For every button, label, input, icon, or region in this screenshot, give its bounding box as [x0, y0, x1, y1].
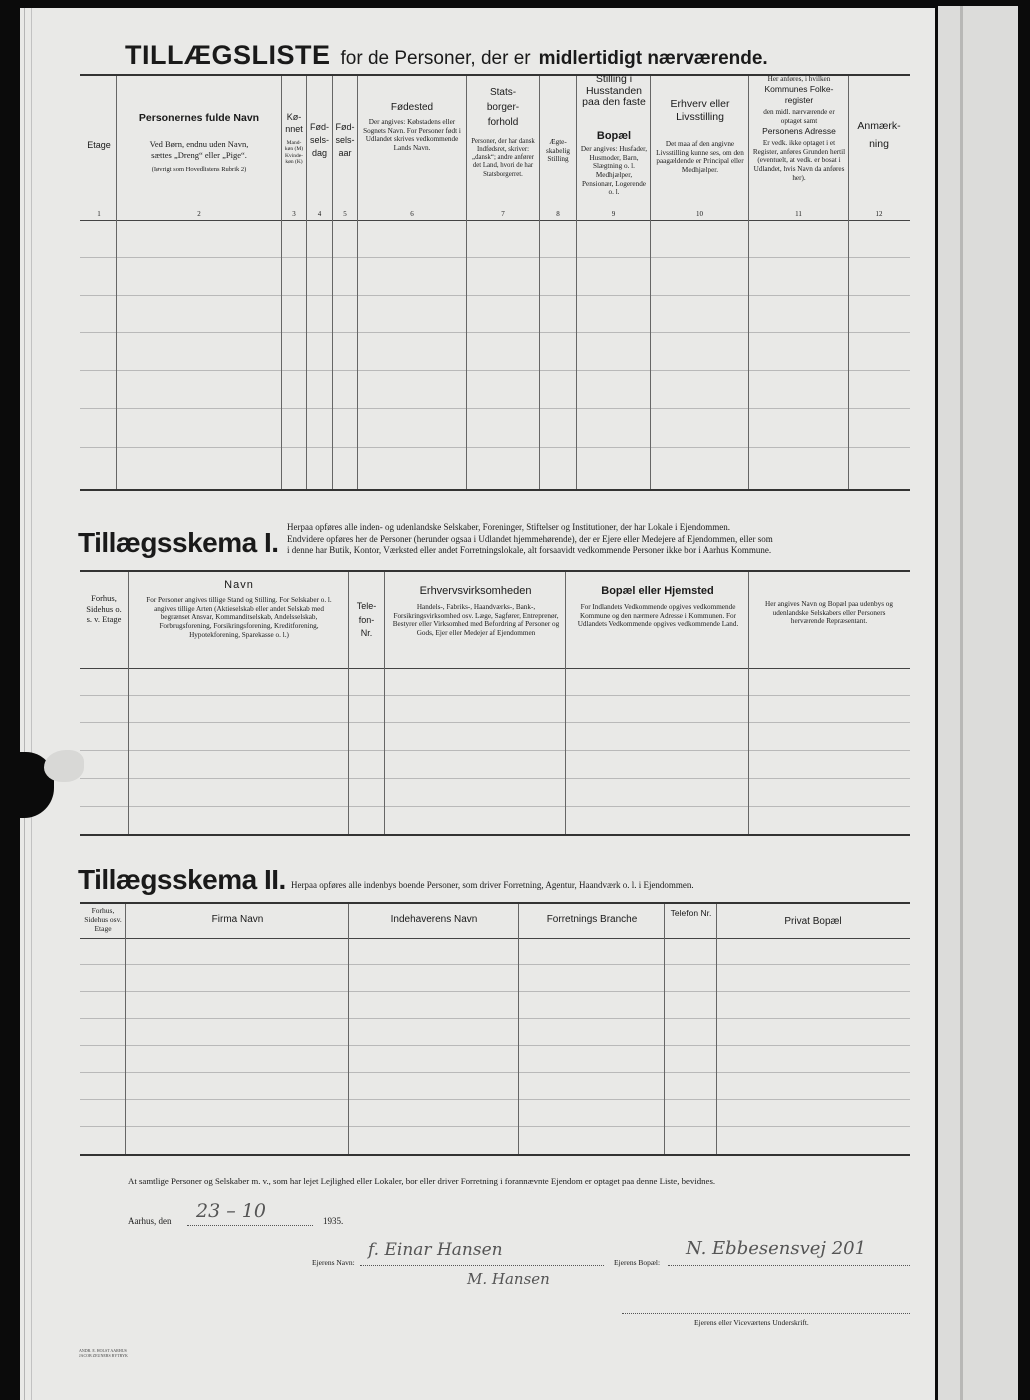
s2-rowline — [80, 991, 910, 992]
t1-col-number: 8 — [556, 210, 560, 218]
t1-rowline — [80, 257, 910, 258]
s1-description — [287, 522, 907, 557]
s2-bottom-rule — [80, 1154, 910, 1156]
t1-rowline — [80, 370, 910, 371]
form-title — [125, 40, 768, 71]
t1-head-fodested: Fødested — [390, 102, 434, 113]
t1-head-navn-sub1: Ved Børn, endnu uden Navn, — [149, 139, 249, 149]
s1-head-erhverv: Erhvervsvirksomheden — [419, 585, 532, 597]
s1-head-navn-sub: For Personer angives tillige Stand og Stilling. For Selskaber o. l. angives tillige Arten (Aktieselskab eller andet Selskab med begrænset Ansvar, Kommanditselskab, Andelsselskab, Forbrugsforening, Forsikringsforening, Kreditforening, Hypotekforening, Sparekasse o. l.) — [146, 596, 332, 639]
t1-head-anm2: ning — [869, 138, 889, 150]
t1-col-number: 1 — [97, 210, 101, 218]
footer-underskrift: Ejerens eller Viceværtens Underskrift. — [694, 1318, 809, 1327]
s2-rowline — [80, 1018, 910, 1019]
t1-head-kommune1: Her anføres, i hvilken — [767, 75, 831, 83]
ejer-navn-line — [360, 1265, 604, 1266]
t1-head-kon2: nnet — [285, 124, 303, 134]
s1-head-navn: Navn — [224, 579, 254, 591]
s2-rowline — [80, 1126, 910, 1127]
s1-bottom-rule — [80, 834, 910, 836]
s2-col-divider — [716, 904, 717, 1154]
s2-col-divider — [125, 904, 126, 1154]
footer-ejer-navn-label: Ejerens Navn: — [312, 1258, 355, 1267]
t1-head-kon-sub: Mand-køn (M) Kvinde-køn (K) — [284, 140, 304, 165]
t1-head-bopael: Bopæl — [596, 130, 632, 142]
ejer-navn-handwritten: f. Einar Hansen — [368, 1240, 503, 1260]
s2-rowline — [80, 1072, 910, 1073]
t1-head-aegte: Ægte-skabelig Stilling — [546, 138, 570, 164]
t1-head-fdag1: Fød- — [310, 122, 329, 132]
title-rest: for de Personer, der er — [340, 48, 531, 69]
t1-head-fdag3: dag — [311, 148, 328, 158]
t1-col-number: 7 — [501, 210, 505, 218]
t1-head-anm1: Anmærk- — [857, 120, 901, 132]
t1-head-stats3: forhold — [487, 117, 519, 128]
s2-head-privat: Privat Bopæl — [784, 916, 842, 927]
s1-head-repr: Her angives Navn og Bopæl paa udenbys og udenlandske Selskabers eller Personers herværende Repræsentant. — [765, 600, 893, 626]
t1-col-divider — [281, 76, 282, 489]
s1-text-line3: i denne har Butik, Kontor, Værksted eller andet Forretningslokale, alt forsaavidt vedkommende Personer ikke bor i Aarhus Kommune. — [287, 545, 772, 556]
facing-page-fold — [960, 6, 963, 1400]
s2-description: Herpaa opføres alle indenbys boende Personer, som driver Forretning, Agentur, Haandværk o. l. i Ejendommen. — [291, 880, 694, 890]
t1-head-erhverv-sub: Det maa af den angivne Livsstilling kunne ses, om den paagældende er Principal eller Medhjælper. — [656, 140, 744, 174]
s1-text-line2: Endvidere opføres her de Personer (herunder ogsaa i Udlandet hjemmehørende), der er Ejere eller Medejere af Ejendommen, eller som — [287, 533, 773, 544]
date-handwritten: 23 – 10 — [196, 1200, 266, 1222]
t1-rowline — [80, 408, 910, 409]
s2-rowline — [80, 964, 910, 965]
s2-col-divider — [518, 904, 519, 1154]
t1-col-number: 12 — [875, 210, 883, 218]
t1-head-kommune5: Er vedk. ikke optaget i et Register, anføres Grunden hertil (eventuelt, at vedk. er bosat i Udlandet, hvis Navn da anføres her). — [752, 139, 846, 182]
t1-rowline — [80, 447, 910, 448]
s1-top-rule — [80, 570, 910, 572]
s2-rowline — [80, 1099, 910, 1100]
s1-col-divider — [565, 572, 566, 834]
t1-col-divider — [576, 76, 577, 489]
t1-col-number: 2 — [197, 210, 201, 218]
t1-col-divider — [650, 76, 651, 489]
t1-head-stats1: Stats- — [489, 87, 517, 98]
page-edge — [24, 8, 32, 1400]
t1-col-number: 9 — [611, 210, 616, 218]
s2-heading: Tillægsskema II. — [78, 864, 286, 895]
t1-col-number: 3 — [292, 210, 296, 218]
s1-heading: Tillægsskema I. — [78, 527, 279, 558]
t1-col-number: 5 — [343, 210, 347, 218]
t1-rowline — [80, 295, 910, 296]
s1-rowline — [80, 722, 910, 723]
ejer-bopael-handwritten: N. Ebbesensvej 201 — [686, 1238, 867, 1259]
t1-head-etage: Etage — [87, 140, 111, 150]
t1-col-divider — [466, 76, 467, 489]
t1-bottom-rule — [80, 489, 910, 491]
s2-head-telefon: Telefon Nr. — [670, 908, 712, 918]
facing-page — [938, 6, 1018, 1400]
s1-col-divider — [384, 572, 385, 834]
s1-text-line1: Herpaa opføres alle inden- og udenlandske Selskaber, Foreninger, Stiftelser og Institutioner, der har Lokale i Ejendommen. — [287, 522, 731, 532]
t1-col-number: 4 — [317, 210, 322, 218]
t1-head-adresse: Personens Adresse — [762, 126, 836, 136]
title-main: TILLÆGSLISTE — [125, 40, 331, 70]
t1-head-kon1: Kø- — [286, 112, 302, 122]
s2-col-divider — [348, 904, 349, 1154]
s1-head-erhverv-sub: Handels-, Fabriks-, Haandværks-, Bank-, Forsikringsvirksomhed osv. Læge, Sagfører, Entreprenør, Bestyrer eller Virksomhed med Befordring af Personer og Gods, Ejer eller Medejer af Ejendommen — [392, 603, 560, 637]
s1-rowline — [80, 695, 910, 696]
s1-head-telefon-1: Tele- — [356, 601, 377, 611]
ejer-navn-handwritten-2: M. Hansen — [467, 1270, 550, 1288]
underskrift-line — [622, 1313, 910, 1314]
s1-head-bopael-sub: For Indlandets Vedkommende opgives vedkommende Kommune og den nærmere Adresse i Kommunen. For Udlandets Vedkommende opgives vedkommende Land. — [577, 603, 739, 629]
t1-head-fodested-sub: Der angives: Købstadens eller Sognets Navn. For Personer født i Udlandet skrives vedkommende Lands Navn. — [363, 118, 461, 152]
thumb-nail — [44, 750, 84, 782]
t1-header-rule — [80, 220, 910, 221]
footer-ejer-bopael-label: Ejerens Bopæl: — [614, 1258, 661, 1267]
t1-col-number: 11 — [795, 210, 802, 218]
s1-head-telefon-2: fon- — [358, 614, 375, 625]
t1-col-divider — [748, 76, 749, 489]
footer-statement: At samtlige Personer og Selskaber m. v., som har lejet Lejlighed eller Lokaler, bor eller driver Forretning i forannævnte Ejendom er optaget paa denne Liste, bevidnes. — [128, 1176, 716, 1186]
t1-head-stats2: borger- — [486, 102, 520, 113]
s1-col-divider — [748, 572, 749, 834]
s1-head-bopael: Bopæl eller Hjemsted — [601, 585, 714, 597]
s2-head-branche: Forretnings Branche — [546, 914, 638, 925]
t1-head-faar2: sels- — [335, 135, 355, 145]
t1-rowline — [80, 332, 910, 333]
t1-head-navn: Personernes fulde Navn — [138, 112, 260, 124]
t1-head-faar3: aar — [338, 148, 352, 158]
t1-head-fdag2: sels- — [309, 135, 329, 145]
printer-mark: ANDR. E. HOLST AARHUS JACOB ZEUNERS BYTRYK — [79, 1348, 128, 1359]
s1-rowline — [80, 806, 910, 807]
s1-rowline — [80, 750, 910, 751]
s1-head-forhus: Forhus, Sidehus o. s. v. Etage — [86, 593, 122, 625]
s1-header-rule — [80, 668, 910, 669]
s1-head-telefon — [349, 600, 384, 641]
s2-col-divider — [664, 904, 665, 1154]
footer-place: Aarhus, den — [128, 1216, 172, 1226]
t1-head-faar1: Fød- — [335, 122, 355, 132]
t1-head-kommune2: Kommunes Folke- — [764, 84, 834, 94]
s2-header-rule — [80, 938, 910, 939]
s1-head-telefon-3: Nr. — [360, 628, 373, 638]
s1-col-divider — [128, 572, 129, 834]
t1-head-stilling-sub: Der angives: Husfader, Husmoder, Barn, Slægtning o. l. Medhjælper, Pensionær, Logerende o. l. — [580, 145, 648, 197]
t1-head-stats-sub: Personer, der har dansk Indfødsret, skriver: „dansk“; andre anfører det Land, hvori de har Statsborgerret. — [471, 138, 535, 178]
ejer-bopael-line — [668, 1265, 910, 1266]
t1-head-navn-sub3: (Iøvrigt som Hovedlistens Rubrik 2) — [151, 166, 247, 173]
t1-head-kommune4: den midl. nærværende er optaget samt — [763, 108, 835, 125]
t1-head-kommune3: register — [784, 95, 814, 105]
t1-col-number: 6 — [410, 210, 414, 218]
t1-col-divider — [116, 76, 117, 489]
t1-col-divider — [357, 76, 358, 489]
footer-year: 1935. — [323, 1216, 344, 1226]
t1-head-navn-sub2: sættes „Dreng“ eller „Pige“. — [151, 150, 247, 160]
t1-head-erhverv: Erhverv eller Livsstilling — [670, 98, 730, 124]
s2-head-indehaver: Indehaverens Navn — [390, 914, 478, 925]
s2-head-firma: Firma Navn — [211, 914, 264, 925]
s2-rowline — [80, 1045, 910, 1046]
t1-col-number: 10 — [696, 210, 703, 218]
t1-col-divider — [539, 76, 540, 489]
title-bold: midlertidigt nærværende. — [538, 48, 768, 69]
date-line — [187, 1225, 313, 1227]
s2-head-forhus: Forhus, Sidehus osv. Etage — [84, 906, 122, 933]
s1-rowline — [80, 778, 910, 779]
s2-top-rule — [80, 902, 910, 904]
t1-head-stilling: Stilling i Husstanden paa den faste — [582, 73, 646, 109]
